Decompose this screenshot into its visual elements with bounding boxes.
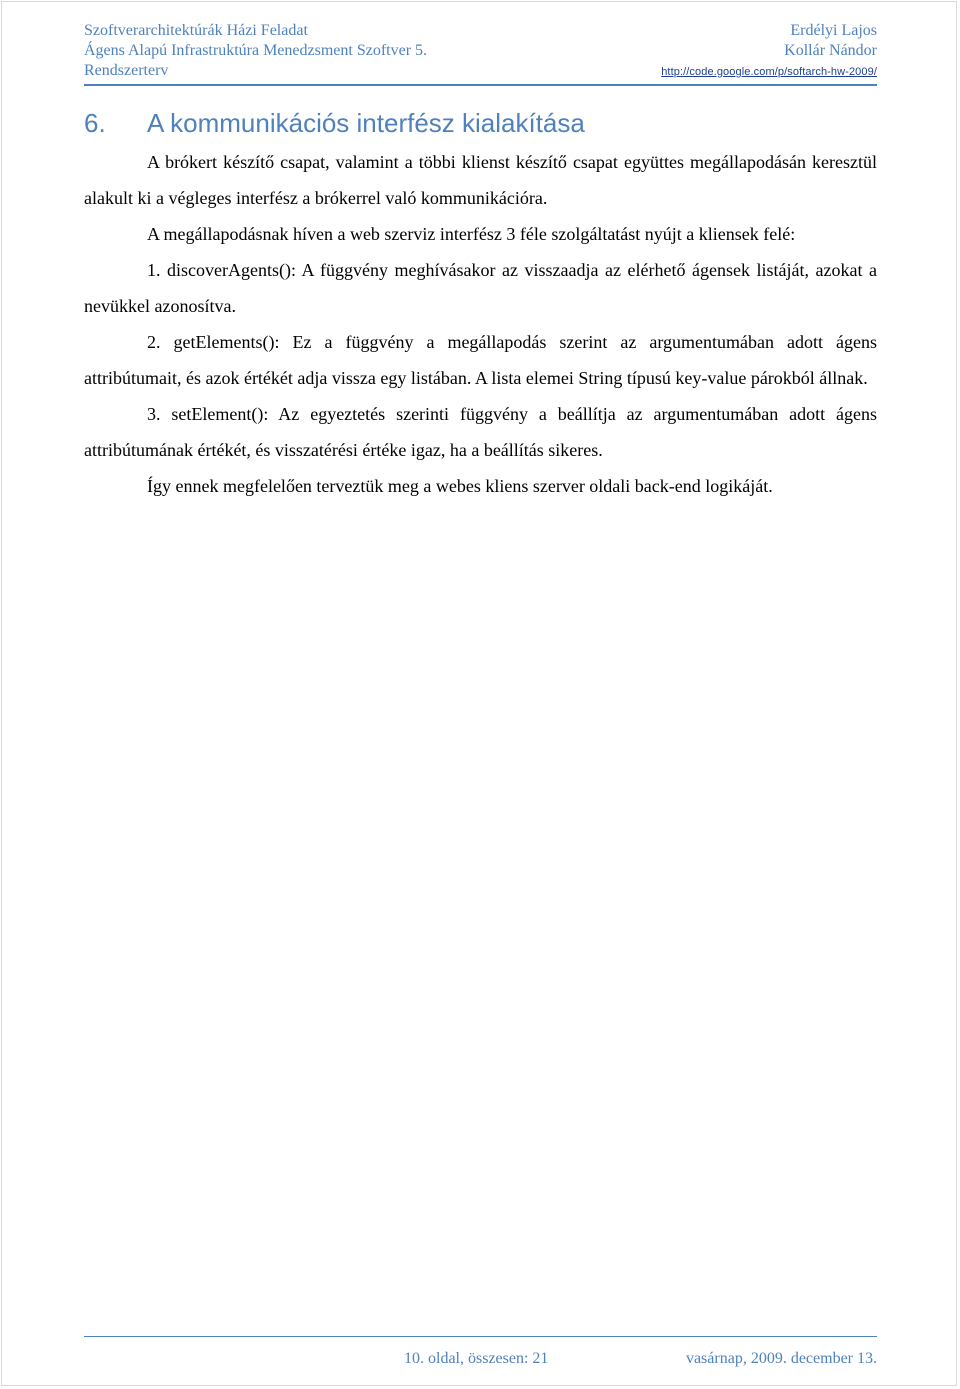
header-author-2: Kollár Nándor — [784, 42, 877, 59]
header-document-type: Rendszerterv — [84, 62, 169, 79]
section-number: 6. — [84, 108, 106, 138]
footer — [84, 1349, 877, 1369]
list-item-set-element: 3. setElement(): Az egyeztetés szerinti függvény a beállítja az argumentumában adott ágens attribútumának értékét, és visszatérési értéke igaz, ha a beállítás sikeres. — [84, 404, 877, 460]
paragraph-intro: A brókert készítő csapat, valamint a többi klienst készítő csapat együttes megállapodásán keresztül alakult ki a végleges interfész a brókerrel való kommunikációra. — [84, 152, 877, 208]
header-left — [84, 21, 644, 81]
header-divider — [84, 84, 877, 86]
paragraph-conclusion: Így ennek megfelelően terveztük meg a webes kliens szerver oldali back-end logikáját. — [147, 476, 773, 496]
footer-date: vasárnap, 2009. december 13. — [685, 1350, 877, 1367]
paragraph-services: A megállapodásnak híven a web szerviz interfész 3 féle szolgáltatást nyújt a kliensek felé: — [147, 224, 796, 244]
header-author-1: Erdélyi Lajos — [790, 22, 877, 39]
list-item-get-elements: 2. getElements(): Ez a függvény a megállapodás szerint az argumentumában adott ágens attribútumait, és azok értékét adja vissza egy listában. A lista elemei String típusú key-value párokból állnak. — [84, 332, 877, 388]
project-link[interactable]: http://code.google.com/p/softarch-hw-2009/ — [661, 66, 877, 78]
page-number: 10. oldal, összesen: 21 — [404, 1350, 549, 1367]
header-project-title: Ágens Alapú Infrastruktúra Menedzsment Szoftver 5. — [84, 42, 428, 59]
document-body — [84, 144, 877, 504]
header-right — [577, 21, 877, 82]
section-title: A kommunikációs interfész kialakítása — [147, 108, 585, 138]
footer-divider — [84, 1336, 877, 1337]
section-heading — [84, 106, 884, 140]
header-course-title: Szoftverarchitektúrák Házi Feladat — [84, 22, 308, 39]
list-item-discover-agents: 1. discoverAgents(): A függvény meghívásakor az visszaadja az elérhető ágensek listáját, azokat a nevükkel azonosítva. — [84, 260, 877, 316]
